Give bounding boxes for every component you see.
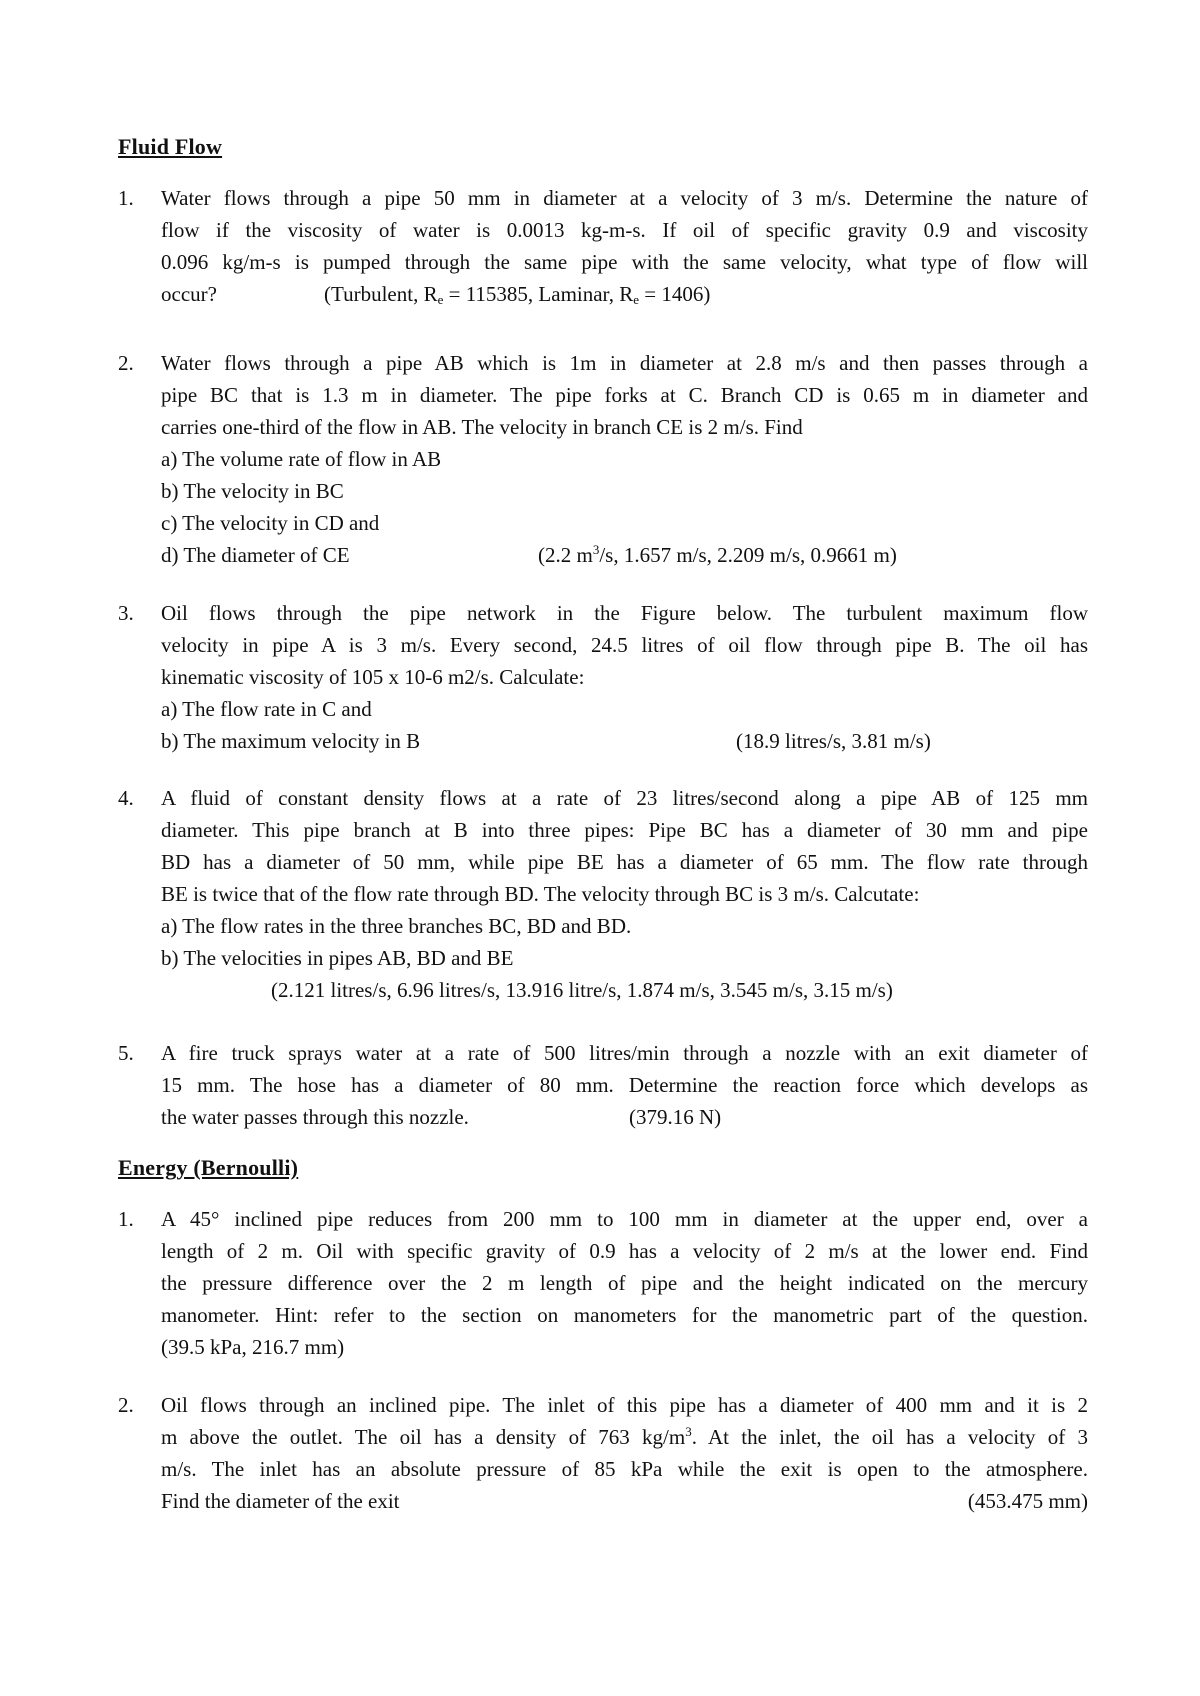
question-part: d) The diameter of CE: [161, 543, 350, 567]
question-line: A fluid of constant density flows at a rate of 23 litres/second along a pipe AB of 125 mm: [161, 786, 1088, 810]
question-line: diameter. This pipe branch at B into three pipes: Pipe BC has a diameter of 30 mm and pipe: [161, 818, 1088, 842]
answer: (2.2 $m^3/s$, 1.657 m/s, 2.209 m/s, 0.9661 m): [538, 542, 897, 567]
question-line-with-answer: [161, 539, 1088, 571]
question-line: 15 mm. The hose has a diameter of 80 mm. Determine the reaction force which develops as: [161, 1073, 1088, 1097]
question-line-with-answer: [161, 278, 1088, 310]
question-line: A fire truck sprays water at a rate of 500 litres/min through a nozzle with an exit diameter of: [161, 1041, 1088, 1065]
question-line: the water passes through this nozzle.: [161, 1105, 469, 1129]
question-line: 0.096 kg/m-s is pumped through the same pipe with the same velocity, what type of flow will: [161, 250, 1088, 274]
question-3: [118, 597, 1088, 757]
energy-question-1: [118, 1203, 1088, 1363]
answer: (379.16 N): [629, 1105, 722, 1129]
question-line: BE is twice that of the flow rate through BD. The velocity through BC is 3 m/s. Calcutate:: [161, 882, 920, 906]
question-number: 4.: [118, 786, 134, 810]
question-line: velocity in pipe A is 3 m/s. Every second, 24.5 litres of oil flow through pipe B. The oil has: [161, 633, 1088, 657]
question-part: a) The volume rate of flow in AB: [161, 447, 442, 471]
question-line: BD has a diameter of 50 mm, while pipe BE has a diameter of 65 mm. The flow rate through: [161, 850, 1088, 874]
question-line: Water flows through a pipe 50 mm in diameter at a velocity of 3 m/s. Determine the nature of: [161, 186, 1088, 210]
question-line-with-answer: [161, 725, 1088, 757]
question-number: 5.: [118, 1041, 134, 1065]
question-line: the pressure difference over the 2 m length of pipe and the height indicated on the mercury: [161, 1271, 1088, 1295]
question-number: 2.: [118, 1393, 134, 1417]
section-heading-energy: Energy (Bernoulli): [118, 1155, 299, 1180]
answer: (18.9 litres/s, 3.81 m/s): [736, 729, 931, 753]
answer: (39.5 kPa, 216.7 mm): [161, 1335, 345, 1359]
question-line: A 45° inclined pipe reduces from 200 mm to 100 mm in diameter at the upper end, over a: [161, 1207, 1088, 1231]
question-line: m above the outlet. The oil has a density of 763 $kg/m^3$. At the inlet, the oil has a velocity of 3: [161, 1424, 1088, 1449]
question-line: manometer. Hint: refer to the section on manometers for the manometric part of the question.: [161, 1303, 1088, 1327]
energy-question-2: [118, 1389, 1088, 1517]
question-number: 1.: [118, 1207, 134, 1231]
question-number: 1.: [118, 186, 134, 210]
question-part: b) The velocities in pipes AB, BD and BE: [161, 946, 514, 970]
answer: (Turbulent, $R_e = 115385$, Laminar, $R_e = 1406$): [324, 282, 711, 307]
question-line: m/s. The inlet has an absolute pressure of 85 kPa while the exit is open to the atmosphere.: [161, 1457, 1088, 1481]
question-line: kinematic viscosity of 105 x 10-6 m2/s. Calculate:: [161, 665, 585, 689]
question-line-with-answer: [161, 1101, 1088, 1133]
question-line: carries one-third of the flow in AB. The velocity in branch CE is 2 m/s. Find: [161, 415, 803, 439]
question-line: length of 2 m. Oil with specific gravity of 0.9 has a velocity of 2 m/s at the lower end. Find: [161, 1239, 1088, 1263]
question-number: 2.: [118, 351, 134, 375]
question-5: [118, 1037, 1088, 1133]
question-line: occur?: [161, 282, 217, 306]
question-part: c) The velocity in CD and: [161, 511, 380, 535]
section-heading-fluid-flow: Fluid Flow: [118, 134, 223, 159]
question-number: 3.: [118, 601, 134, 625]
question-4: [118, 782, 1088, 1006]
answer: (2.121 litres/s, 6.96 litres/s, 13.916 litre/s, 1.874 m/s, 3.545 m/s, 3.15 m/s): [271, 978, 893, 1002]
question-line: pipe BC that is 1.3 m in diameter. The pipe forks at C. Branch CD is 0.65 m in diameter and: [161, 383, 1088, 407]
answer: (453.475 mm): [967, 1489, 1088, 1513]
question-2: [118, 347, 1088, 571]
question-1: [118, 182, 1088, 310]
question-line: Water flows through a pipe AB which is 1m in diameter at 2.8 m/s and then passes through a: [161, 351, 1088, 375]
question-part: a) The flow rate in C and: [161, 697, 372, 721]
question-line: Oil flows through the pipe network in the Figure below. The turbulent maximum flow: [161, 601, 1088, 625]
question-line-with-answer: [161, 1485, 1088, 1517]
question-line: Find the diameter of the exit: [161, 1489, 400, 1513]
question-part: b) The maximum velocity in B: [161, 729, 421, 753]
question-line: flow if the viscosity of water is 0.0013 kg-m-s. If oil of specific gravity 0.9 and viscosity: [161, 218, 1088, 242]
question-part: b) The velocity in BC: [161, 479, 344, 503]
question-part: a) The flow rates in the three branches BC, BD and BD.: [161, 914, 632, 938]
question-line: Oil flows through an inclined pipe. The inlet of this pipe has a diameter of 400 mm and it is 2: [161, 1393, 1088, 1417]
